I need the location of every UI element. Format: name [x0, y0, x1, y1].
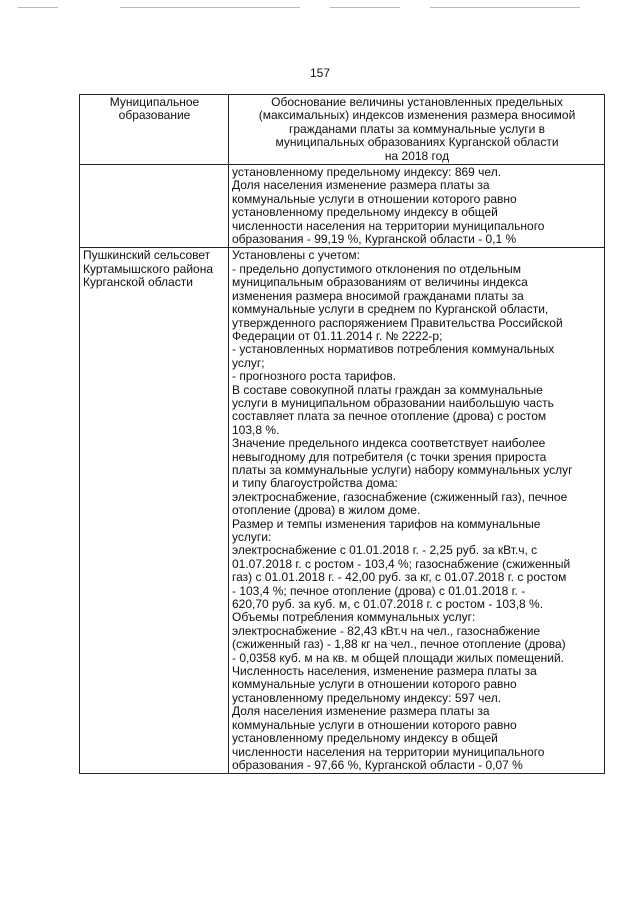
text-line: образования - 97,66 %, Курганской области - 0,07 % — [232, 757, 523, 772]
header-municipality — [80, 95, 229, 165]
text-line: Численность населения, изменение размера платы за — [232, 664, 537, 679]
text-line: услуг; — [232, 355, 265, 370]
text-line: установленному предельному индексу в общей — [232, 205, 498, 220]
scan-edge-line — [330, 7, 400, 8]
text-line: составляет плата за печное отопление (дрова) с ростом — [232, 409, 547, 424]
text-line: изменения размера вносимой гражданами платы за — [232, 288, 524, 303]
table-row — [80, 248, 605, 774]
page-number: 157 — [309, 66, 331, 80]
text-line: (сжиженный газ) - 1,88 кг на чел., печное отопление (дрова) — [232, 637, 566, 652]
text-line: Курганской области — [83, 275, 193, 290]
text-line: газ) с 01.01.2018 г. - 42,00 руб. за кг, с 01.07.2018 г. с ростом — [232, 570, 567, 585]
text-line: коммунальные услуги в отношении которого равно — [232, 191, 517, 206]
table-row — [80, 165, 605, 248]
text-line: муниципальных образованиях Курганской области — [275, 135, 559, 150]
text-line: услуги в муниципальном образовании наибольшую часть — [232, 395, 554, 410]
text-line: утвержденного распоряжением Правительства Российской — [232, 315, 563, 330]
text-line: электроснабжение, газоснабжение (сжиженный газ), печное — [232, 489, 568, 504]
text-line: численности населения на территории муниципального — [232, 744, 545, 759]
text-line: коммунальные услуги в среднем по Курганской области, — [232, 302, 549, 317]
text-line: образование — [118, 108, 191, 123]
text-line: - прогнозного роста тарифов. — [232, 369, 397, 384]
municipality-cell — [80, 248, 229, 774]
text-line: установленному предельному индексу в общей — [232, 731, 498, 746]
text-line: образования - 99,19 %, Курганской области - 0,1 % — [232, 232, 517, 247]
text-line: платы за коммунальные услуги) набору коммунальных услуг — [232, 462, 573, 477]
text-line: 103,8 %. — [232, 422, 280, 437]
header-justification — [229, 95, 605, 165]
text-line: 01.07.2018 г. с ростом - 103,4 %; газоснабжение (сжиженный — [232, 556, 571, 571]
text-line: услуги: — [232, 530, 272, 544]
municipality-cell — [80, 165, 229, 248]
justification-cell — [229, 248, 605, 774]
scan-edge-line — [430, 7, 580, 8]
text-line: установленному предельному индексу: 869 чел. — [232, 165, 502, 180]
text-line: Установлены с учетом: — [232, 248, 360, 263]
text-line: Доля населения изменение размера платы за — [232, 704, 490, 719]
text-line: Обоснование величины установленных предельных — [271, 95, 563, 109]
text-line: 620,70 руб. за куб. м, с 01.07.2018 г. с ростом - 103,8 %. — [232, 597, 544, 612]
text-line: Размер и темпы изменения тарифов на коммунальные — [232, 516, 541, 531]
text-line: - 103,4 %; печное отопление (дрова) с 01.01.2018 г. - — [232, 583, 526, 598]
text-line: коммунальные услуги в отношении которого равно — [232, 677, 517, 692]
text-line: отопление (дрова) в жилом доме. — [232, 503, 421, 518]
text-line: невыгодному для потребителя (с точки зрения прироста — [232, 449, 547, 464]
text-line: Муниципальное — [109, 95, 200, 109]
text-line: установленному предельному индексу: 597 чел. — [232, 690, 502, 705]
text-line: численности населения на территории муниципального — [232, 218, 545, 233]
text-line: Куртамышского района — [83, 261, 214, 276]
text-line: Объемы потребления коммунальных услуг: — [232, 610, 476, 625]
text-line: Федерации от 01.11.2014 г. № 2222-р; — [232, 328, 443, 343]
text-line: на 2018 год — [384, 148, 450, 163]
text-line: Пушкинский сельсовет — [83, 248, 211, 263]
text-line: электроснабжение с 01.01.2018 г. - 2,25 руб. за кВт.ч, с — [232, 543, 538, 558]
scan-edge-line — [120, 7, 300, 8]
scan-edge-line — [18, 7, 58, 8]
text-line: Значение предельного индекса соответствует наиболее — [232, 436, 546, 451]
text-line: коммунальные услуги в отношении которого равно — [232, 717, 517, 732]
text-line: электроснабжение - 82,43 кВт.ч на чел., газоснабжение — [232, 623, 541, 638]
text-line: муниципальным образованиям от величины индекса — [232, 275, 528, 290]
text-line: - 0,0358 куб. м на кв. м общей площади жилых помещений. — [232, 650, 564, 665]
table-header-row — [80, 95, 605, 165]
text-line: - предельно допустимого отклонения по отдельным — [232, 261, 521, 276]
text-line: - установленных нормативов потребления коммунальных — [232, 342, 555, 357]
justification-table — [79, 94, 605, 774]
text-line: и типу благоустройства дома: — [232, 476, 398, 491]
text-line: В составе совокупной платы граждан за коммунальные — [232, 382, 543, 397]
text-line: Доля населения изменение размера платы за — [232, 178, 490, 193]
text-line: (максимальных) индексов изменения размера вносимой — [258, 108, 576, 123]
text-line: гражданами платы за коммунальные услуги в — [288, 121, 546, 136]
justification-cell — [229, 165, 605, 248]
